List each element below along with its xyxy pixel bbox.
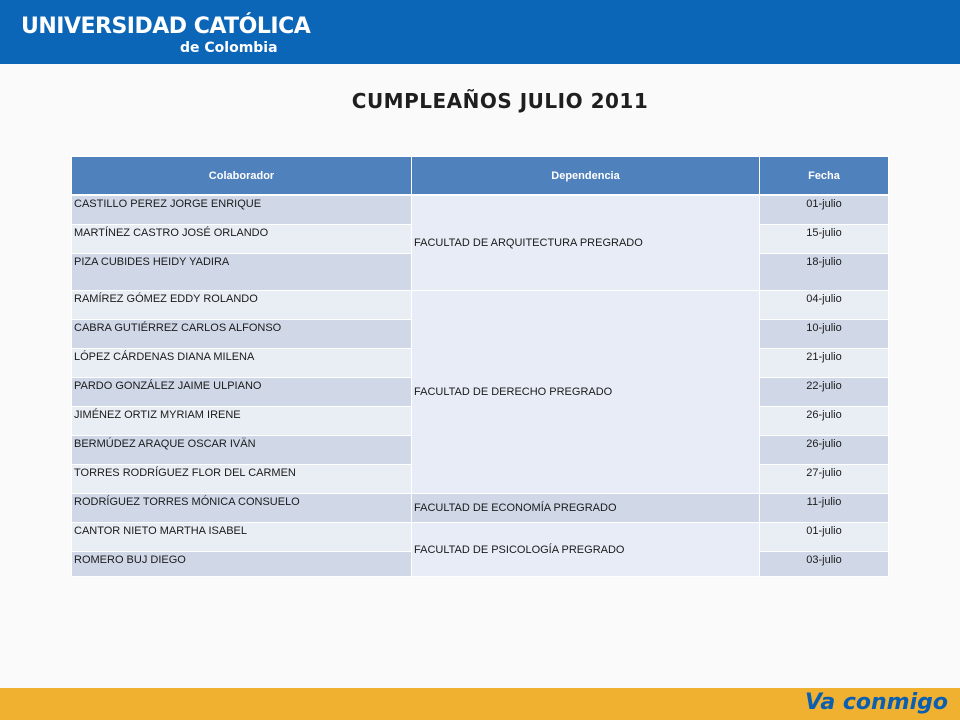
- logo-line2: de Colombia: [180, 40, 278, 56]
- colaborador-cell: PIZA CUBIDES HEIDY YADIRA: [72, 254, 412, 291]
- colaborador-cell: CABRA GUTIÉRREZ CARLOS ALFONSO: [72, 320, 412, 349]
- table-row: [72, 523, 889, 552]
- table-row: [72, 494, 889, 523]
- table-header-row: [72, 157, 889, 196]
- dependencia-cell: FACULTAD DE ARQUITECTURA PREGRADO: [412, 195, 760, 291]
- footer-bar: [0, 688, 960, 720]
- logo-line1: UNIVERSIDAD CATÓLICA: [21, 14, 311, 39]
- column-header-dependencia: Dependencia: [412, 157, 760, 196]
- colaborador-cell: RAMÍREZ GÓMEZ EDDY ROLANDO: [72, 291, 412, 320]
- colaborador-cell: CANTOR NIETO MARTHA ISABEL: [72, 523, 412, 552]
- table-row: [72, 195, 889, 225]
- fecha-cell: 11-julio: [760, 494, 889, 523]
- colaborador-cell: RODRÍGUEZ TORRES MÓNICA CONSUELO: [72, 494, 412, 523]
- fecha-cell: 22-julio: [760, 378, 889, 407]
- table-row: [72, 291, 889, 320]
- colaborador-cell: TORRES RODRÍGUEZ FLOR DEL CARMEN: [72, 465, 412, 494]
- dependencia-cell: FACULTAD DE ECONOMÍA PREGRADO: [412, 494, 760, 523]
- colaborador-cell: CASTILLO PEREZ JORGE ENRIQUE: [72, 195, 412, 225]
- fecha-cell: 15-julio: [760, 225, 889, 254]
- fecha-cell: 04-julio: [760, 291, 889, 320]
- colaborador-cell: LÓPEZ CÁRDENAS DIANA MILENA: [72, 349, 412, 378]
- dependencia-cell: FACULTAD DE PSICOLOGÍA PREGRADO: [412, 523, 760, 577]
- column-header-colaborador: Colaborador: [72, 157, 412, 196]
- fecha-cell: 26-julio: [760, 407, 889, 436]
- fecha-cell: 01-julio: [760, 523, 889, 552]
- fecha-cell: 01-julio: [760, 195, 889, 225]
- header-bar: [0, 0, 960, 64]
- column-header-fecha: Fecha: [760, 157, 889, 196]
- fecha-cell: 26-julio: [760, 436, 889, 465]
- fecha-cell: 03-julio: [760, 552, 889, 577]
- university-logo: [21, 14, 310, 56]
- dependencia-cell: FACULTAD DE DERECHO PREGRADO: [412, 291, 760, 494]
- page-title: CUMPLEAÑOS JULIO 2011: [351, 89, 649, 113]
- fecha-cell: 27-julio: [760, 465, 889, 494]
- colaborador-cell: ROMERO BUJ DIEGO: [72, 552, 412, 577]
- birthday-table: [71, 156, 889, 577]
- fecha-cell: 18-julio: [760, 254, 889, 291]
- colaborador-cell: PARDO GONZÁLEZ JAIME ULPIANO: [72, 378, 412, 407]
- fecha-cell: 21-julio: [760, 349, 889, 378]
- fecha-cell: 10-julio: [760, 320, 889, 349]
- colaborador-cell: BERMÚDEZ ARAQUE OSCAR IVÄN: [72, 436, 412, 465]
- colaborador-cell: JIMÉNEZ ORTIZ MYRIAM IRENE: [72, 407, 412, 436]
- colaborador-cell: MARTÍNEZ CASTRO JOSÉ ORLANDO: [72, 225, 412, 254]
- slogan: Va conmigo: [805, 690, 948, 715]
